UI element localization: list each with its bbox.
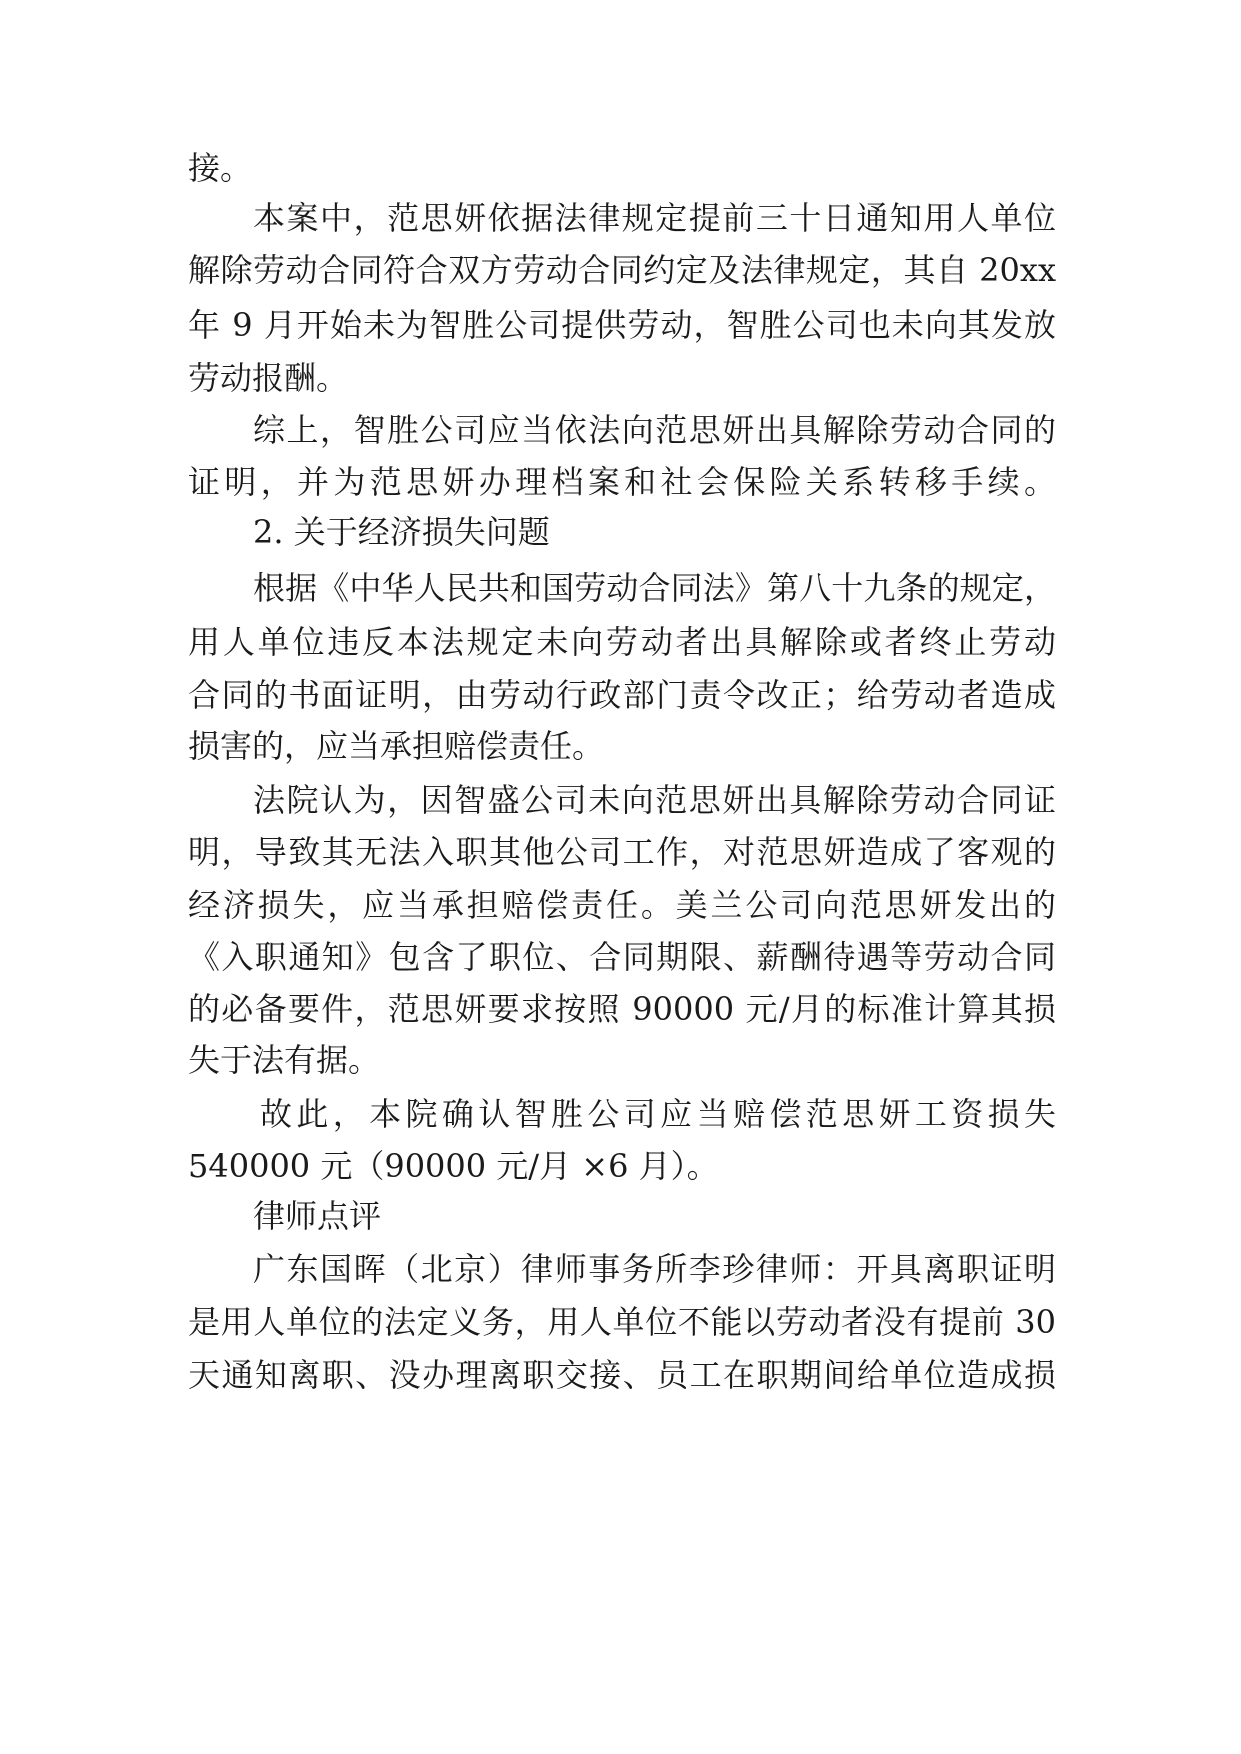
text-line: 解除劳动合同符合双方劳动合同约定及法律规定，其自 20xx — [188, 251, 1056, 289]
text-line: 接。 — [188, 149, 253, 187]
text-line: 经济损失，应当承担赔偿责任。美兰公司向范思妍发出的 — [188, 886, 1056, 924]
text-line: 用人单位违反本法规定未向劳动者出具解除或者终止劳动 — [188, 623, 1056, 661]
paragraph-start-line: 广东国晖（北京）律师事务所李珍律师：开具离职证明 — [253, 1250, 1056, 1288]
text-line: 是用人单位的法定义务，用人单位不能以劳动者没有提前 30 — [188, 1303, 1056, 1341]
paragraph-start-line: 法院认为，因智盛公司未向范思妍出具解除劳动合同证 — [253, 781, 1056, 819]
text-line: 损害的，应当承担赔偿责任。 — [188, 727, 605, 765]
text-line: 天通知离职、没办理离职交接、员工在职期间给单位造成损 — [188, 1356, 1056, 1394]
paragraph-start-line: 综上，智胜公司应当依法向范思妍出具解除劳动合同的 — [253, 411, 1056, 449]
paragraph-start-line: 本案中，范思妍依据法律规定提前三十日通知用人单位 — [253, 199, 1056, 237]
text-line: 明，导致其无法入职其他公司工作，对范思妍造成了客观的 — [188, 833, 1056, 871]
section-heading: 2. 关于经济损失问题 — [253, 513, 550, 551]
text-line: 《入职通知》包含了职位、合同期限、薪酬待遇等劳动合同 — [188, 938, 1056, 976]
paragraph-start-line: 故此，本院确认智胜公司应当赔偿范思妍工资损失 — [260, 1095, 1056, 1133]
text-line: 年 9 月开始未为智胜公司提供劳动，智胜公司也未向其发放 — [188, 306, 1056, 344]
section-heading: 律师点评 — [253, 1197, 382, 1235]
text-line: 合同的书面证明，由劳动行政部门责令改正；给劳动者造成 — [188, 676, 1056, 714]
text-line: 证明，并为范思妍办理档案和社会保险关系转移手续。 — [188, 463, 1056, 501]
text-line: 劳动报酬。 — [188, 359, 349, 397]
paragraph-start-line: 根据《中华人民共和国劳动合同法》第八十九条的规定， — [253, 569, 1056, 607]
text-line: 的必备要件，范思妍要求按照 90000 元/月的标准计算其损 — [188, 990, 1056, 1028]
text-line: 540000 元（90000 元/月 ×6 月）。 — [188, 1147, 719, 1185]
text-line: 失于法有据。 — [188, 1041, 381, 1079]
